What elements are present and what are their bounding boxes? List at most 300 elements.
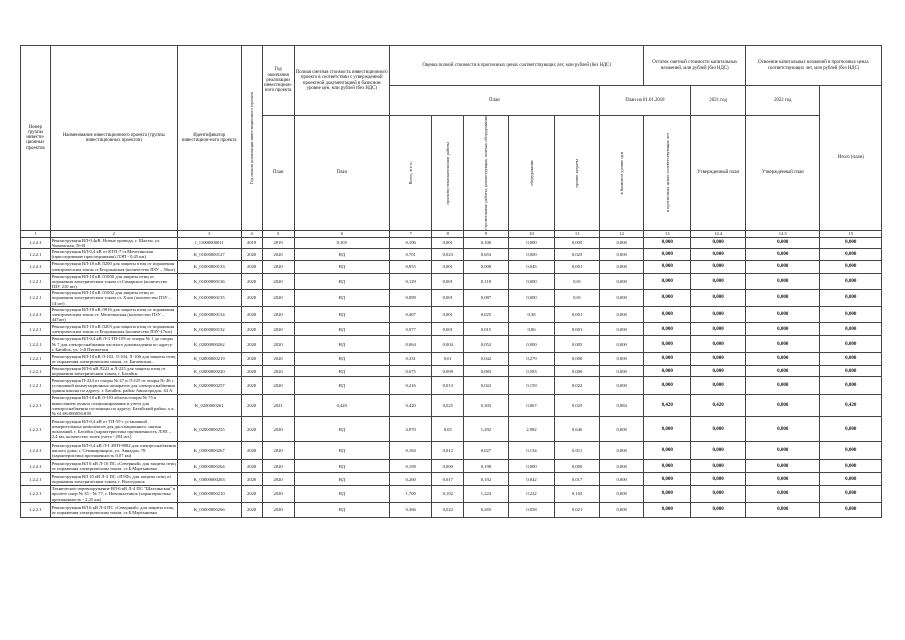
column-index-cell: 6 — [294, 230, 389, 237]
table-cell: 2021 — [262, 395, 294, 417]
table-cell: 0,420 — [644, 395, 691, 417]
table-cell: 0,000 — [746, 486, 820, 503]
table-cell: 0,000 — [746, 306, 820, 323]
table-cell: 0,000 — [644, 365, 691, 376]
table-cell: 0,06 — [508, 323, 555, 336]
table-cell: 0,000 — [820, 377, 882, 395]
table-cell: НД — [294, 486, 389, 503]
header-total-incl: Всего, в т.ч.: — [389, 116, 431, 231]
table-cell: 0,000 — [691, 486, 746, 503]
column-index-cell: 1 — [21, 230, 51, 237]
table-row — [21, 486, 882, 503]
table-cell: 0,083 — [464, 365, 509, 376]
table-cell: 0,000 — [644, 473, 691, 486]
table-cell: 1,224 — [464, 486, 509, 503]
table-cell: 0,000 — [555, 460, 600, 473]
table-cell: 0,118 — [464, 273, 509, 290]
table-cell: 2020 — [262, 442, 294, 460]
table-row — [21, 352, 882, 365]
table-cell: НД — [294, 273, 389, 290]
table-cell: 0,102 — [555, 486, 600, 503]
table-cell: 0,134 — [508, 442, 555, 460]
table-cell: 2020 — [241, 417, 262, 442]
table-cell: 0,129 — [389, 273, 431, 290]
project-name-cell: Реконструкция ВЛ 6 кВ Л-10 ПС «Северный» для защиты птиц от поражения электрическим током, ст.Б.Мартыновка — [51, 460, 176, 472]
table-cell: 0,025 — [555, 249, 600, 260]
table-cell: 0,000 — [599, 336, 644, 353]
table-cell: 0,000 — [820, 417, 882, 442]
table-cell: 0,001 — [555, 306, 600, 323]
project-id-cell: K_03000000267 — [177, 442, 241, 460]
table-cell: 2020 — [262, 249, 294, 260]
table-row — [21, 417, 882, 442]
table-row — [21, 460, 882, 473]
table-cell: 0,000 — [746, 460, 820, 473]
table-cell: НД — [294, 249, 389, 260]
table-cell: 0,000 — [644, 486, 691, 503]
table-cell: 0,000 — [746, 323, 820, 336]
project-name-cell: Техническое перевооружение ВЛ-6 кВ Л-4 ПС "Шахтинская" в пролёте опор № 35 - № 77, г. Новошахтинск (характеристика протяженность - 2,25 км) — [50, 486, 177, 503]
table-cell: 0,420 — [691, 395, 746, 417]
table-cell: 0,000 — [599, 473, 644, 486]
table-cell: 2019 — [262, 237, 294, 248]
table-cell: 0,000 — [820, 502, 882, 517]
table-cell: 0,000 — [644, 306, 691, 323]
table-cell: 0,102 — [432, 486, 464, 503]
header-start-year: Год начала реализации инвестиционного проекта — [241, 46, 262, 231]
table-cell: 0,058 — [508, 502, 555, 517]
table-cell: 0,000 — [599, 486, 644, 503]
table-cell: 0,000 — [820, 352, 882, 365]
table-cell: 0,000 — [691, 365, 746, 376]
table-cell: 1.2.2.1 — [21, 352, 51, 365]
header-other-costs: прочие затраты — [555, 116, 600, 231]
table-cell: 2020 — [241, 442, 262, 460]
table-cell: 0,583 — [508, 365, 555, 376]
table-cell: 0,000 — [746, 273, 820, 290]
table-cell: 0,000 — [691, 473, 746, 486]
table-cell: 0,000 — [691, 502, 746, 517]
table-cell: 0,004 — [432, 336, 464, 353]
table-cell: 0,023 — [432, 249, 464, 260]
table-cell: 2020 — [241, 502, 262, 517]
project-name-cell: Реконструкция ВЛ-10 кВ Л1002 для защиты птиц от поражения электрическим током ст. Хлов (количество ПЗУ – 14 шт) — [50, 290, 177, 307]
table-cell: 0,064 — [389, 336, 431, 353]
column-index-cell: 11 — [555, 230, 600, 237]
table-cell: 0,000 — [432, 460, 464, 473]
project-name-cell: Реконструкция ВЛ-0,4 кВ от ТП-59 с установкой измерительных комплексов для дистанционного снятия показаний, г. Батайск (характеристика протяженность ЛЭП – 2,4 км, количество точек учета - 294 шт.) — [50, 417, 177, 442]
column-index-cell: 2 — [50, 230, 177, 237]
table-cell: 0,009 — [432, 365, 464, 376]
table-cell: 0,000 — [508, 290, 555, 307]
project-id-cell: K_01000000134 — [177, 306, 241, 323]
header-plan-on-date: План на 01.01.2018 — [599, 86, 690, 116]
table-cell: 0,000 — [508, 249, 555, 260]
table-cell: 0,017 — [432, 473, 464, 486]
table-cell: 0,000 — [746, 260, 820, 273]
column-index-cell: 4 — [241, 230, 262, 237]
table-row — [21, 273, 882, 290]
table-row — [21, 395, 882, 417]
table-cell: НД — [294, 365, 389, 376]
table-cell: НД — [294, 502, 389, 517]
table-cell: НД — [294, 290, 389, 307]
table-cell: 0,000 — [644, 460, 691, 473]
table-cell: 0,38 — [508, 306, 555, 323]
table-cell: 1.2.2.1 — [21, 442, 51, 460]
header-base-prices: в базисном уровне цен — [599, 116, 644, 231]
table-cell: 2020 — [241, 273, 262, 290]
table-cell: 2020 — [262, 352, 294, 365]
header-pir: проектно-изыскательские работы — [432, 116, 464, 231]
table-row — [21, 323, 882, 336]
table-cell: 0,000 — [820, 442, 882, 460]
table-cell: 0,000 — [820, 260, 882, 273]
header-plan-5: План — [262, 116, 294, 231]
table-cell: 0,303 — [464, 395, 509, 417]
table-cell: 0,000 — [820, 336, 882, 353]
table-cell: 0,198 — [389, 460, 431, 473]
header-group-number: Номер группы инвести-ционных проектов — [21, 46, 51, 231]
project-name-cell: Реконструкция ВЛ-0,4 кВ Л-1 ЗПП-9082 для электроснабжения жилого дома, г. Семикаракорск, ул. Авиадон, 78 (характеристика протяженность 0,07 км) — [51, 442, 176, 459]
table-cell: 0,000 — [644, 323, 691, 336]
column-index-cell: 7 — [389, 230, 431, 237]
project-name-cell: Реконструкция ВЛ-10 кВ Л-102, Л-104, Л-106 для защиты птиц от поражения электрическим током, ст. Багаевская... — [51, 353, 176, 364]
table-cell: 2020 — [262, 486, 294, 503]
table-cell: 0,067 — [508, 395, 555, 417]
table-cell: 0,000 — [820, 460, 882, 473]
table-cell: НД — [294, 460, 389, 473]
project-name-cell: Реконструкция ВЛ 6 кВ Л-4 ПС «Северный» для защиты птиц от поражения электрическим током, ст.Б.Мартыновка — [50, 502, 177, 517]
table-cell: 2020 — [241, 323, 262, 336]
table-cell: 0,000 — [820, 473, 882, 486]
project-id-cell: K_01000000127 — [177, 249, 241, 260]
table-cell: 0,701 — [389, 249, 431, 260]
table-cell: 0,000 — [820, 237, 882, 248]
table-cell: 0,000 — [508, 460, 555, 473]
table-cell: 0,022 — [555, 377, 600, 395]
table-cell: 0,001 — [432, 260, 464, 273]
table-cell: 0,000 — [691, 323, 746, 336]
project-id-cell: K_02000000255 — [177, 417, 241, 442]
table-cell: 0,000 — [508, 336, 555, 353]
project-name-cell: Реконструкция ВЛ-10 кВ Л-103 яблочь-опоры № 75 в вынесением пункта секционирования и учета для электроснабжения гостиницы по адресу: Батайский район, х.к. № 61:06:060056:839 — [50, 395, 177, 417]
table-cell: 2,982 — [508, 417, 555, 442]
table-cell: 0,000 — [555, 365, 600, 376]
investment-projects-table — [20, 45, 882, 518]
project-name-cell: Реконструкция ВЛ-0,4кВ. Новые провода, г. Шахты, ул. Чапаевская, 56-В — [50, 237, 177, 248]
table-cell: 2020 — [262, 260, 294, 273]
table-cell: 0,015 — [464, 323, 509, 336]
table-cell: 0,021 — [555, 502, 600, 517]
table-cell: 2020 — [241, 249, 262, 260]
table-cell: 0,001 — [432, 323, 464, 336]
table-cell: 2020 — [241, 306, 262, 323]
header-project-id: Идентификатор инвестицион-ного проекта — [177, 46, 241, 231]
table-row — [21, 473, 882, 486]
table-cell: 0,000 — [691, 336, 746, 353]
table-cell: НД — [294, 352, 389, 365]
table-cell: 0,000 — [691, 442, 746, 460]
table-cell: 1.2.2.1 — [21, 417, 51, 442]
table-cell: 0,000 — [644, 336, 691, 353]
table-cell: 0,000 — [691, 460, 746, 473]
header-total-plan: Итого (план) — [820, 86, 882, 231]
table-cell: 1.2.2.1 — [21, 323, 51, 336]
table-cell: 0,000 — [644, 502, 691, 517]
table-cell: 0,000 — [644, 352, 691, 365]
table-cell: 0,000 — [746, 249, 820, 260]
table-row — [21, 442, 882, 460]
table-row — [21, 377, 882, 395]
table-cell: 0,000 — [555, 352, 600, 365]
table-cell: 0,000 — [644, 442, 691, 460]
table-cell: 0,000 — [746, 237, 820, 248]
table-cell: 0,407 — [389, 306, 431, 323]
table-cell: 0,000 — [746, 352, 820, 365]
table-cell: 0,000 — [691, 260, 746, 273]
table-cell: 0,420 — [294, 395, 389, 417]
table-cell: 0,000 — [820, 306, 882, 323]
column-index-row — [21, 230, 882, 237]
table-cell: 2019 — [241, 237, 262, 248]
table-cell: 0,000 — [644, 417, 691, 442]
project-name-cell: Реконструкция ВЛ-10 кВ Л203 для защиты птиц от поражения электрическим током ст.Егорлыкская (количество ПЗУ-17шт) — [50, 323, 177, 336]
table-cell: 0,077 — [389, 323, 431, 336]
table-cell: 0,022 — [432, 502, 464, 517]
table-body — [21, 230, 882, 517]
table-cell: 0,05 — [432, 417, 464, 442]
table-cell: 0,265 — [464, 502, 509, 517]
header-forecast-prices: в прогнозных ценах соответствующих лет — [644, 116, 691, 231]
table-cell: 0,000 — [644, 273, 691, 290]
table-cell: 2020 — [241, 336, 262, 353]
table-cell: 0,025 — [555, 395, 600, 417]
table-cell: 0,000 — [644, 290, 691, 307]
table-cell: 0,000 — [820, 323, 882, 336]
table-cell: НД — [294, 442, 389, 460]
table-cell: 0,025 — [432, 395, 464, 417]
table-cell: 0,008 — [464, 260, 509, 273]
table-row — [21, 365, 882, 376]
table-cell: 0,042 — [464, 352, 509, 365]
header-capital-investment: Освоение капитальных вложений в прогнозных ценах соответствующих лет, млн рублей (без НДС) — [746, 46, 882, 86]
table-cell: 2020 — [262, 306, 294, 323]
table-cell: 1.2.2.1 — [21, 290, 51, 307]
table-cell: 0,005 — [555, 336, 600, 353]
project-id-cell: K_03000000264 — [177, 460, 241, 473]
table-cell: 0,025 — [464, 306, 509, 323]
table-cell: 0,022 — [464, 377, 509, 395]
table-cell: 2020 — [241, 260, 262, 273]
column-index-cell: 12 — [599, 230, 644, 237]
header-equipment: оборудование — [508, 116, 555, 231]
table-cell: 0,001 — [432, 306, 464, 323]
table-cell: 0,000 — [599, 365, 644, 376]
table-cell: 0,000 — [644, 260, 691, 273]
table-cell: 0,000 — [820, 290, 882, 307]
table-cell: 0,000 — [820, 365, 882, 376]
table-cell: 2020 — [241, 486, 262, 503]
column-index-cell: 9 — [464, 230, 509, 237]
table-cell: 0,000 — [746, 417, 820, 442]
table-cell: 2020 — [262, 473, 294, 486]
project-name-cell: Реконструкция ВЛ-0,4 кВ Л-3 ТП-159 от опоры № 1 до опоры № 7 для электроснабжения частного домовладения по адресу: г. Батайск, ул. 1-й Пятилетки — [50, 336, 177, 353]
table-cell: 0,000 — [746, 473, 820, 486]
table-cell: 0,000 — [746, 377, 820, 395]
table-cell: 0,000 — [820, 273, 882, 290]
table-cell: НД — [294, 377, 389, 395]
table-cell: 1.2.2.1 — [21, 473, 51, 486]
table-cell: 0,052 — [464, 336, 509, 353]
table-cell: НД — [294, 306, 389, 323]
header-year-2021: 2021 год — [691, 86, 746, 116]
table-cell: 2020 — [262, 365, 294, 376]
column-index-cell: 14.5 — [746, 230, 820, 237]
column-index-cell: 5 — [262, 230, 294, 237]
table-cell: 0,005 — [555, 237, 600, 248]
table-cell: 0,000 — [599, 290, 644, 307]
table-cell: 0,105 — [294, 237, 389, 248]
table-row — [21, 290, 882, 307]
table-cell: 0,216 — [389, 377, 431, 395]
column-index-cell: 3 — [177, 230, 241, 237]
table-cell: 0,675 — [389, 365, 431, 376]
table-cell: 2020 — [262, 336, 294, 353]
project-id-cell: K_03000000263 — [177, 473, 241, 486]
table-cell: 0,000 — [746, 395, 820, 417]
table-cell: 0,366 — [389, 502, 431, 517]
table-cell: 1,292 — [464, 417, 509, 442]
table-cell: 1.2.2.1 — [21, 377, 51, 395]
table-cell: 1.2.2.1 — [21, 237, 51, 248]
table-row — [21, 502, 882, 517]
table-cell: 0,000 — [746, 290, 820, 307]
table-cell: НД — [294, 260, 389, 273]
table-row — [21, 249, 882, 260]
table-cell: 0,055 — [389, 260, 431, 273]
table-cell: 2020 — [241, 365, 262, 376]
table-cell: 0,000 — [820, 486, 882, 503]
table-cell: 0,000 — [599, 442, 644, 460]
project-id-cell: K_02000000257 — [177, 377, 241, 395]
table-cell: НД — [294, 323, 389, 336]
header-plan: План — [389, 86, 599, 116]
header-approved-2022: Утвержденный план — [746, 116, 820, 231]
table-cell: 0,000 — [599, 377, 644, 395]
project-name-cell: Реконструкция ВЛ-10 кВ Л1000 для защиты птиц от поражения электрическим током ст.Самарское (количество ПЗУ 210 шт) — [50, 273, 177, 290]
table-cell: 0,000 — [644, 237, 691, 248]
table-cell: 0,000 — [746, 365, 820, 376]
table-cell: 0,087 — [464, 290, 509, 307]
table-row — [21, 306, 882, 323]
table-cell: 4,970 — [389, 417, 431, 442]
table-cell: 1,700 — [389, 486, 431, 503]
project-id-cell: K_02000000219 — [177, 352, 241, 365]
table-cell: 0,01 — [555, 273, 600, 290]
table-cell: НД — [294, 336, 389, 353]
table-cell: 0,045 — [508, 260, 555, 273]
table-cell: 2020 — [241, 460, 262, 473]
table-cell: 2020 — [262, 377, 294, 395]
project-id-cell: K_01000000135 — [177, 290, 241, 307]
table-cell: 0,012 — [432, 442, 464, 460]
table-cell: 0,646 — [555, 417, 600, 442]
table-cell: 0,027 — [464, 442, 509, 460]
table-cell: 1.2.2.1 — [21, 395, 51, 417]
column-index-cell: 14.4 — [691, 230, 746, 237]
table-row — [21, 260, 882, 273]
column-index-cell: 8 — [432, 230, 464, 237]
table-cell: 0,000 — [691, 352, 746, 365]
table-cell: 0,001 — [555, 260, 600, 273]
project-name-cell: Реконструкция П-224 от опоры № 47 и Л-225 от опоры № 46 с установкой коммутационных аппаратов для электроснабжения здания школы по адресу: г. Батайск, район Авиагородок, 44 А — [50, 377, 177, 395]
table-cell: 0,100 — [464, 237, 509, 248]
investment-table-sheet — [20, 45, 882, 518]
table-cell: 1.2.2.1 — [21, 502, 51, 517]
table-cell: 1.2.2.1 — [21, 306, 51, 323]
table-cell: 0,000 — [599, 260, 644, 273]
header-forecast-cost: Оценка полной стоимости в прогнозных ценах соответствующих лет, млн рублей (без НДС) — [389, 46, 643, 86]
table-cell: 0,000 — [691, 249, 746, 260]
project-id-cell: K_03000000266 — [177, 502, 241, 517]
table-cell: 0,000 — [599, 502, 644, 517]
table-cell: 0,084 — [599, 395, 644, 417]
table-cell: 2020 — [241, 377, 262, 395]
table-cell: 0,159 — [508, 377, 555, 395]
table-cell: 2020 — [262, 290, 294, 307]
table-row — [21, 237, 882, 248]
table-cell: 2020 — [262, 323, 294, 336]
table-cell: 2020 — [262, 417, 294, 442]
table-cell: 2020 — [241, 473, 262, 486]
table-cell: 0,099 — [389, 290, 431, 307]
table-cell: 0,000 — [820, 249, 882, 260]
table-cell: 0,000 — [691, 377, 746, 395]
table-cell: 0,198 — [464, 460, 509, 473]
header-project-name: Наименование инвестиционного проекта (группы инвестиционных проектов) — [50, 46, 177, 231]
project-id-cell: K_0200000261 — [177, 395, 241, 417]
table-cell: 2020 — [262, 273, 294, 290]
table-cell: 0,000 — [508, 237, 555, 248]
header-plan-6: План — [294, 116, 389, 231]
project-id-cell: J_11000000011 — [177, 237, 241, 248]
table-row — [21, 336, 882, 353]
table-cell: 0,000 — [691, 306, 746, 323]
table-cell: 0,331 — [389, 352, 431, 365]
table-cell: 0,000 — [691, 237, 746, 248]
table-cell: 0,042 — [508, 473, 555, 486]
project-id-cell: K_02000000262 — [177, 336, 241, 353]
project-name-cell: Реконструкция ВЛ-10 кВ Л200 для защиты птиц от поражения электрическим током ст.Егорлыкская (количество ПЗУ – 50шт) — [50, 260, 177, 273]
table-cell: 1.2.2.1 — [21, 365, 51, 376]
project-id-cell: K_01000000133 — [177, 260, 241, 273]
column-index-cell: 15 — [820, 230, 882, 237]
table-cell: 0,000 — [599, 323, 644, 336]
table-cell: 0,001 — [555, 323, 600, 336]
table-cell: 2020 — [262, 460, 294, 473]
column-index-cell: 10 — [508, 230, 555, 237]
table-cell: 0,000 — [644, 249, 691, 260]
table-cell: 2020 — [241, 352, 262, 365]
project-name-cell: Реконструкция ВЛ 10 кВ Л-3 ПС «ПТФ» для защиты птиц от поражения электрическим током, г. Волгодонск — [50, 473, 177, 486]
table-cell: 0,653 — [464, 249, 509, 260]
table-cell: 0,000 — [599, 417, 644, 442]
table-cell: 0,000 — [746, 336, 820, 353]
table-cell: 0,106 — [389, 237, 431, 248]
header-full-cost: Полная сметная стоимость инвестиционного проекта в соответствии с утвержденной проектной документацией в базисном уровне цен, млн рублей (без НДС) — [294, 46, 389, 116]
header-approved-2021: Утвержденный план — [691, 116, 746, 231]
